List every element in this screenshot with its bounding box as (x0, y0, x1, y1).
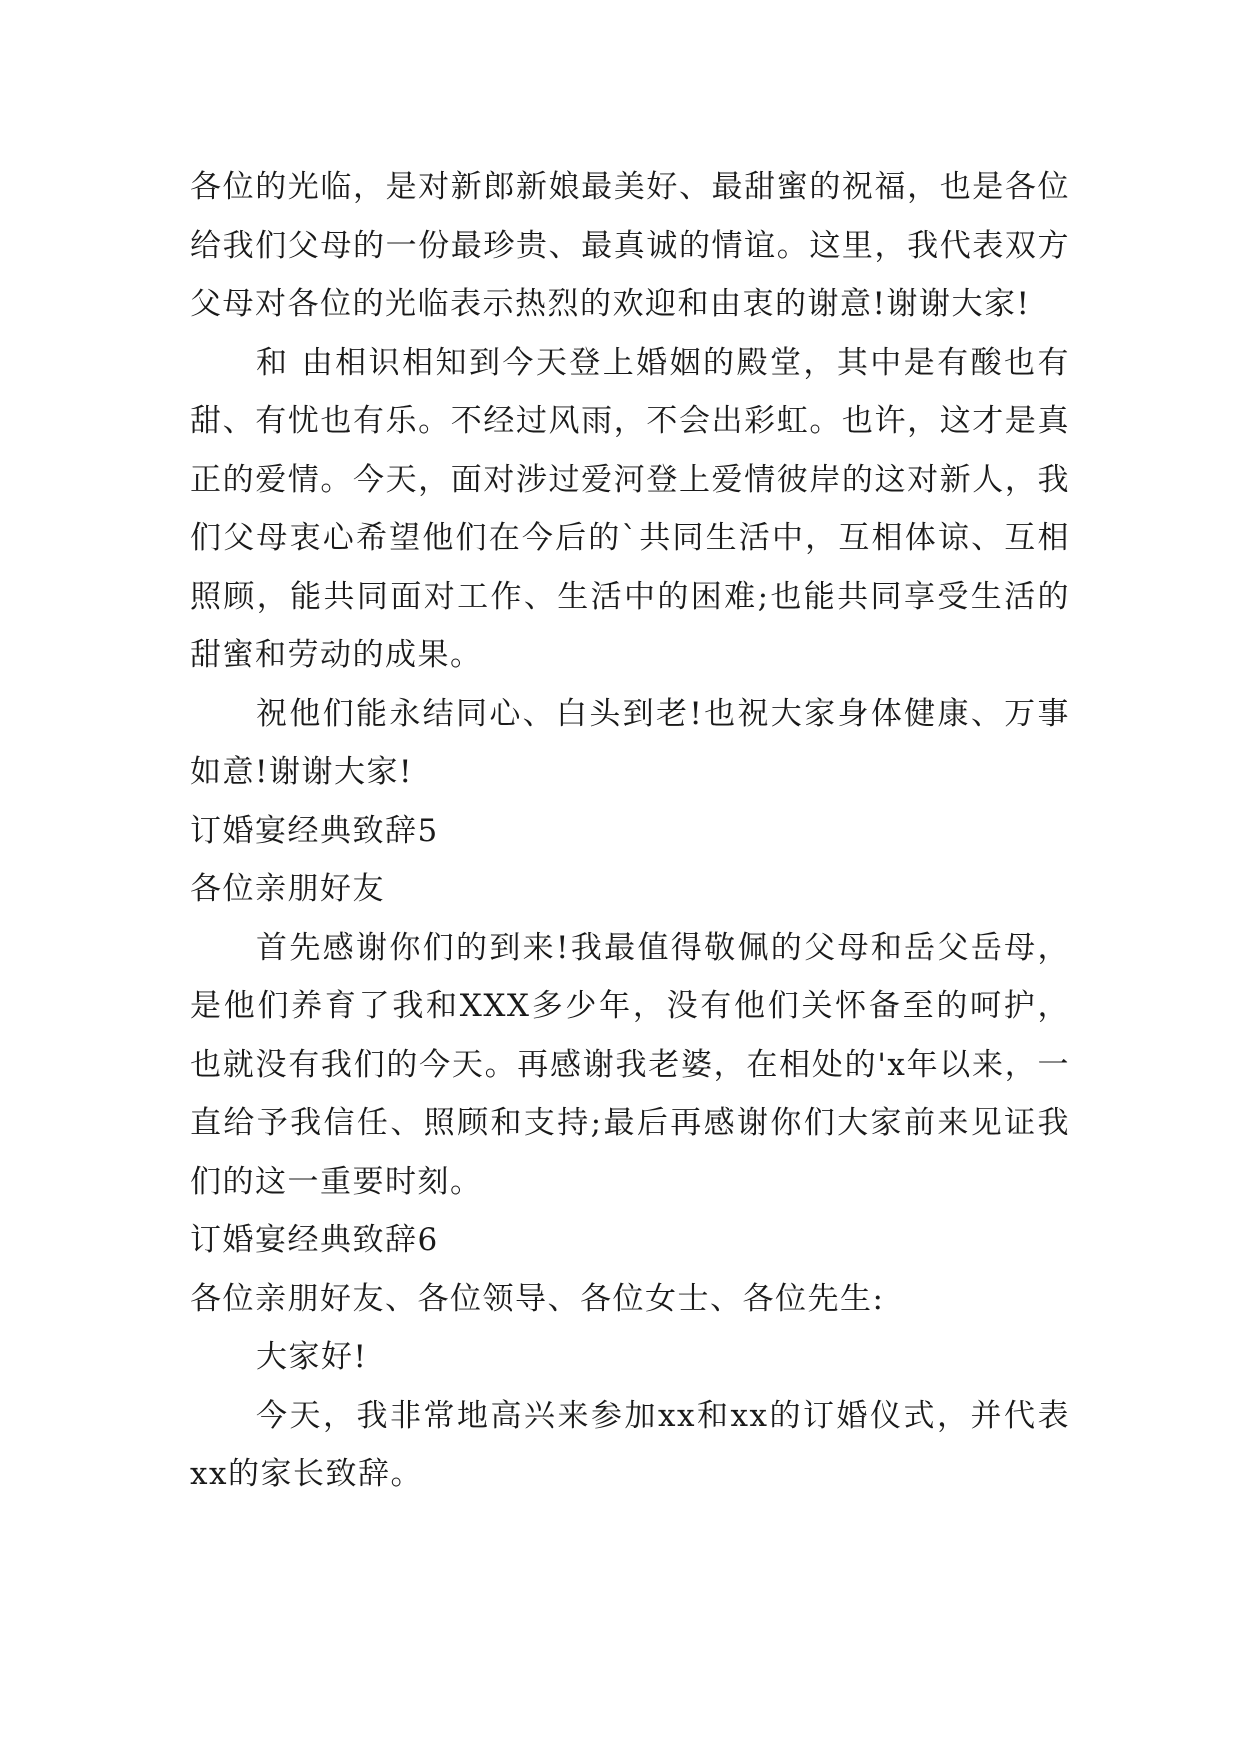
section-heading-5: 订婚宴经典致辞5 (190, 812, 439, 849)
paragraph-blessing: 祝他们能永结同心、白头到老!也祝大家身体健康、万事如意!谢谢大家! (190, 695, 1070, 790)
document-body (190, 158, 1070, 1504)
paragraph-opening: 今天，我非常地高兴来参加xx和xx的订婚仪式，并代表xx的家长致辞。 (190, 1397, 1070, 1492)
paragraph-welcome-continuation: 各位的光临，是对新郎新娘最美好、最甜蜜的祝福，也是各位给我们父母的一份最珍贵、最真诚的情谊。这里，我代表双方父母对各位的光临表示热烈的欢迎和由衷的谢意!谢谢大家! (190, 169, 1070, 322)
paragraph-thanks: 首先感谢你们的到来!我最值得敬佩的父母和岳父岳母，是他们养育了我和XXX多少年，没有他们关怀备至的呵护，也就没有我们的今天。再感谢我老婆，在相处的'x年以来，一直给予我信任、照顾和支持;最后再感谢你们大家前来见证我们的这一重要时刻。 (190, 929, 1070, 1200)
section-heading-6: 订婚宴经典致辞6 (190, 1222, 439, 1258)
salutation-5: 各位亲朋好友 (190, 871, 385, 907)
paragraph-love-story: 和 由相识相知到今天登上婚姻的殿堂，其中是有酸也有甜、有忧也有乐。不经过风雨，不会出彩虹。也许，这才是真正的爱情。今天，面对涉过爱河登上爱情彼岸的这对新人，我们父母衷心希望他们在今后的`共同生活中，互相体谅、互相照顾，能共同面对工作、生活中的困难;也能共同享受生活的甜蜜和劳动的成果。 (190, 344, 1070, 673)
greeting: 大家好! (256, 1339, 368, 1375)
salutation-6: 各位亲朋好友、各位领导、各位女士、各位先生: (190, 1280, 885, 1317)
